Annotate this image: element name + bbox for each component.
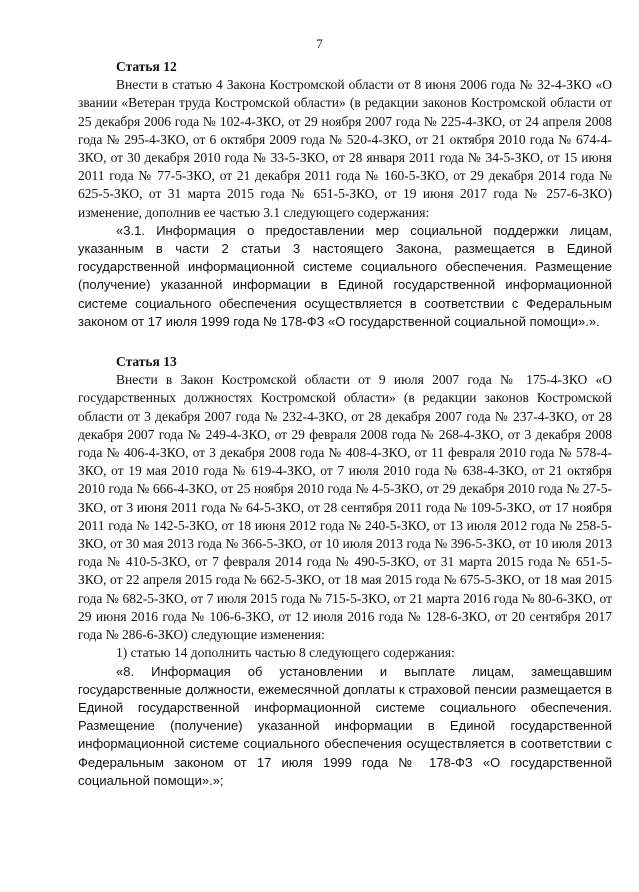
article-13-intro: Внести в Закон Костромской области от 9 июля 2007 года № 175-4-ЗКО «О государственных должностях Костромской области» (в редакции законов Костромской области от 3 декабря 2007 года № 232-4-ЗКО, от 28 декабря 2007 года № 237-4-ЗКО, от 28 декабря 2007 года № 249-4-ЗКО, от 29 февраля 2008 года № 268-4-ЗКО, от 3 декабря 2008 года № 406-4-ЗКО, от 3 декабря 2008 года № 408-4-ЗКО, от 11 февраля 2010 года № 578-4-ЗКО, от 19 мая 2010 года № 619-4-ЗКО, от 7 июля 2010 года № 638-4-ЗКО, от 21 октября 2010 года № 666-4-ЗКО, от 25 ноября 2010 года № 4-5-ЗКО, от 29 декабря 2010 года № 27-5-ЗКО, от 3 июня 2011 года № 64-5-ЗКО, от 28 сентября 2011 года № 109-5-ЗКО, от 17 ноября 2011 года № 142-5-ЗКО, от 18 июня 2012 года № 240-5-ЗКО, от 13 июля 2012 года № 258-5-ЗКО, от 30 мая 2013 года № 366-5-ЗКО, от 10 июля 2013 года № 396-5-ЗКО, от 10 июля 2013 года № 410-5-ЗКО, от 7 февраля 2014 года № 490-5-ЗКО, от 31 марта 2015 года № 651-5-ЗКО, от 22 апреля 2015 года № 662-5-ЗКО, от 18 мая 2015 года № 675-5-ЗКО, от 18 мая 2015 года № 682-5-ЗКО, от 7 июля 2015 года № 715-5-ЗКО, от 21 марта 2016 года № 80-6-ЗКО, от 29 июня 2016 года № 106-6-ЗКО, от 12 июля 2016 года № 128-6-ЗКО, от 20 сентября 2017 года № 286-6-ЗКО) следующие изменения:: [78, 372, 612, 643]
article-12: [78, 58, 612, 331]
article-12-title: Статья 12: [116, 59, 177, 74]
article-12-intro: Внести в статью 4 Закона Костромской области от 8 июня 2006 года № 32-4-ЗКО «О звании «Ветеран труда Костромской области» (в редакции законов Костромской области от 25 декабря 2006 года № 102-4-ЗКО, от 29 ноября 2007 года № 225-4-ЗКО, от 24 апреля 2008 года № 295-4-ЗКО, от 6 октября 2009 года № 520-4-ЗКО, от 21 октября 2010 года № 674-4-ЗКО, от 30 декабря 2010 года № 33-5-ЗКО, от 28 января 2011 года № 34-5-ЗКО, от 15 июня 2011 года № 77-5-ЗКО, от 21 декабря 2011 года № 160-5-ЗКО, от 29 декабря 2014 года № 625-5-ЗКО, от 31 марта 2015 года № 651-5-ЗКО, от 19 июня 2017 года № 257-6-ЗКО) изменение, дополнив ее частью 3.1 следующего содержания:: [78, 77, 612, 220]
article-13-title: Статья 13: [116, 354, 177, 370]
article-13-item-1: 1) статью 14 дополнить частью 8 следующего содержания:: [116, 645, 455, 661]
article-spacer: [78, 331, 612, 353]
article-12-quote: «3.1. Информация о предоставлении мер социальной поддержки лицам, указанным в части 2 статьи 3 настоящего Закона, размещается в Единой государственной информационной системе социального обеспечения. Размещение (получение) указанной информации в Единой государственной информационной системе социального обеспечения осуществляется в соответствии с Федеральным законом от 17 июля 1999 года № 178-ФЗ «О государственной социальной помощи».».: [78, 222, 612, 329]
article-13: [78, 353, 612, 790]
document-body: [78, 58, 612, 790]
article-13-quote: «8. Информация об установлении и выплате лицам, замещавшим государственные должности, ежемесячной доплаты к страховой пенсии размещается в Единой государственной информационной системе социального обеспечения. Размещение (получение) указанной информации в Единой государственной информационной системе социального обеспечения осуществляется в соответствии с Федеральным законом от 17 июля 1999 года № 178-ФЗ «О государственной социальной помощи».»;: [78, 663, 612, 788]
page-number: 7: [316, 36, 323, 51]
